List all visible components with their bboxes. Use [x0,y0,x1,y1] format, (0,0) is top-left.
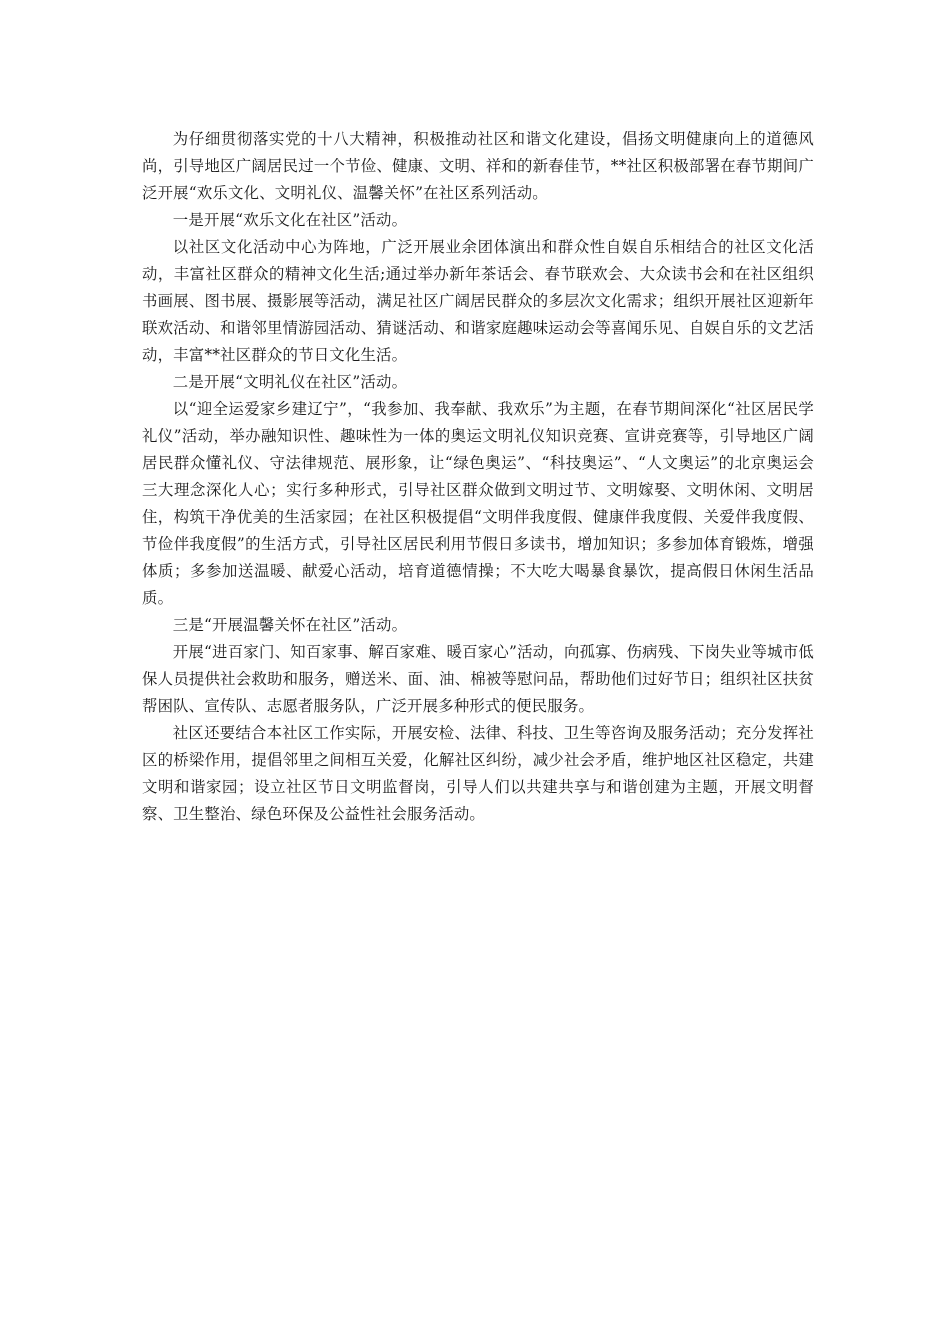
section-heading-3: 三是“开展温馨关怀在社区”活动。 [172,616,408,634]
section-paragraph-2: 以“迎全运爱家乡建辽宁”，“我参加、我奉献、我欢乐”为主题，在春节期间深化“社区居民学礼仪”活动，举办融知识性、趣味性为一体的奥运文明礼仪知识竞赛、宣讲竞赛等，引导地区广阔居民群众懂礼仪、守法律规范、展形象，让“绿色奥运”、“科技奥运”、“人文奥运”的北京奥运会三大理念深化人心；实行多种形式，引导社区群众做到文明过节、文明嫁娶、文明休闲、文明居住，构筑干净优美的生活家园；在社区积极提倡“文明伴我度假、健康伴我度假、关爱伴我度假、节俭伴我度假”的生活方式，引导社区居民利用节假日多读书，增加知识；多参加体育锻炼，增强体质；多参加送温暖、献爱心活动，培育道德情操；不大吃大喝暴食暴饮，提高假日休闲生活品质。 [142,400,814,607]
section-paragraph-3: 开展“进百家门、知百家事、解百家难、暖百家心”活动，向孤寡、伤病残、下岗失业等城市低保人员提供社会救助和服务，赠送米、面、油、棉被等慰问品，帮助他们过好节日；组织社区扶贫帮困队、宣传队、志愿者服务队，广泛开展多种形式的便民服务。 [142,643,814,715]
document-body [142,126,814,828]
section-paragraph-1: 以社区文化活动中心为阵地，广泛开展业余团体演出和群众性自娱自乐相结合的社区文化活动，丰富社区群众的精神文化生活;通过举办新年茶话会、春节联欢会、大众读书会和在社区组织书画展、图书展、摄影展等活动，满足社区广阔居民群众的多层次文化需求；组织开展社区迎新年联欢活动、和谐邻里情游园活动、猜谜活动、和谐家庭趣味运动会等喜闻乐见、自娱自乐的文艺活动，丰富**社区群众的节日文化生活。 [142,238,814,364]
section-heading-2: 二是开展“文明礼仪在社区”活动。 [172,373,408,391]
intro-paragraph: 为仔细贯彻落实党的十八大精神，积极推动社区和谐文化建设，倡扬文明健康向上的道德风尚，引导地区广阔居民过一个节俭、健康、文明、祥和的新春佳节，**社区积极部署在春节期间广泛开展“欢乐文化、文明礼仪、温馨关怀”在社区系列活动。 [142,130,814,202]
closing-paragraph: 社区还要结合本社区工作实际，开展安检、法律、科技、卫生等咨询及服务活动；充分发挥社区的桥梁作用，提倡邻里之间相互关爱，化解社区纠纷，减少社会矛盾，维护地区社区稳定，共建文明和谐家园；设立社区节日文明监督岗，引导人们以共建共享与和谐创建为主题，开展文明督察、卫生整治、绿色环保及公益性社会服务活动。 [142,724,814,823]
section-heading-1: 一是开展“欢乐文化在社区”活动。 [172,211,408,229]
